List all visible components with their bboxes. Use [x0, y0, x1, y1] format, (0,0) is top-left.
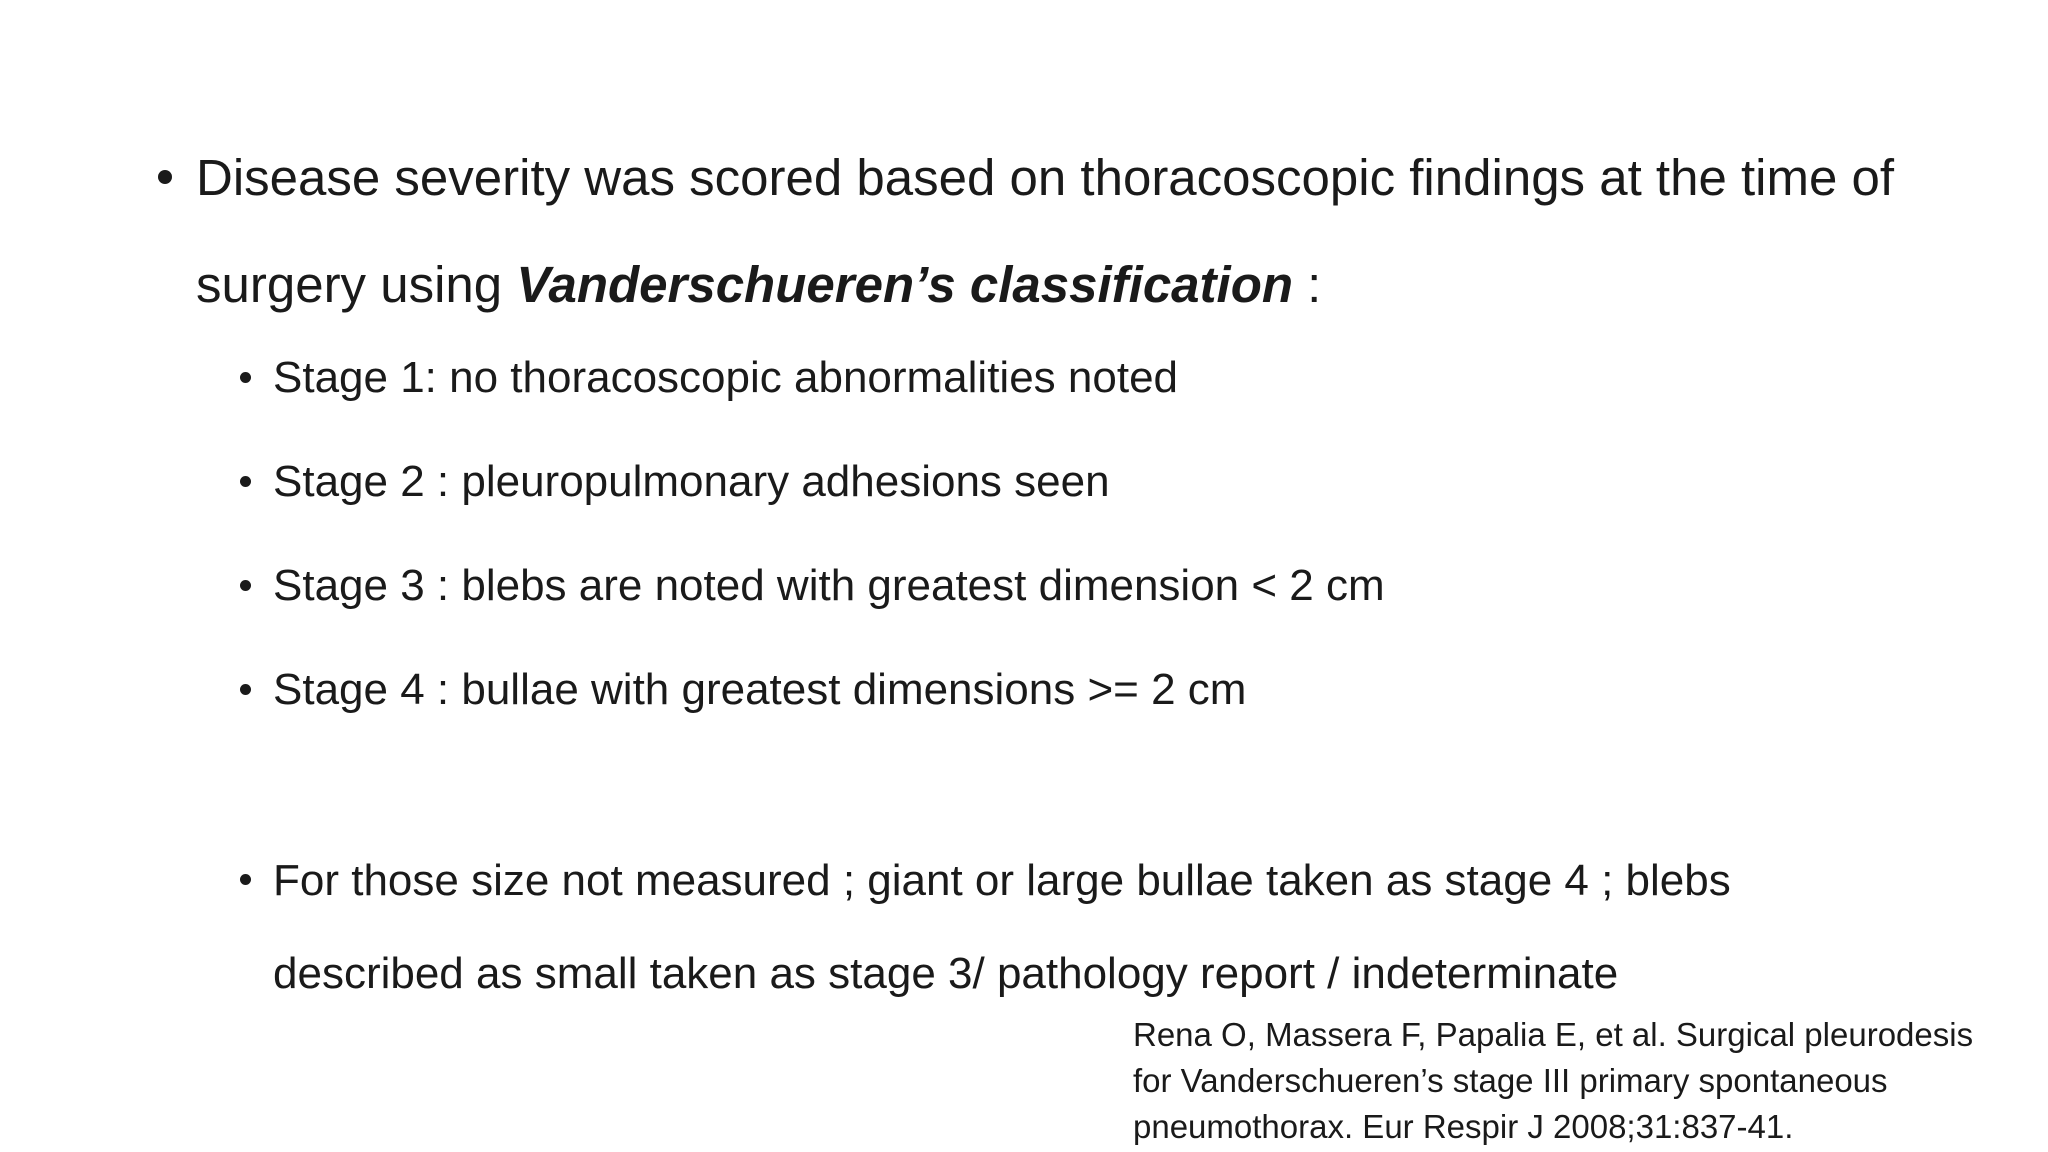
- bullet-dot-icon: [240, 476, 251, 487]
- citation-line: pneumothorax. Eur Respir J 2008;31:837-41.: [1133, 1108, 1794, 1145]
- note-text: For those size not measured ; giant or large bullae taken as stage 4 ; blebs described as small taken as stage 3/ pathology report / indeterminate: [273, 856, 1731, 998]
- main-bullet-text: [196, 124, 1900, 338]
- stage-item: [240, 558, 1840, 614]
- citation-line: for Vanderschueren’s stage III primary spontaneous: [1133, 1062, 1888, 1099]
- stage-item-text: Stage 3 : blebs are noted with greatest dimension < 2 cm: [273, 561, 1385, 610]
- stage-item-text: Stage 1: no thoracoscopic abnormalities noted: [273, 353, 1179, 402]
- citation: [1133, 1012, 2013, 1150]
- main-bullet-text-before: Disease severity was scored based on thoracoscopic findings at the time of surgery using: [196, 149, 1895, 313]
- stage-item: [240, 350, 1840, 406]
- main-bullet-text-after: :: [1293, 256, 1322, 313]
- bullet-dot-icon: [240, 372, 251, 383]
- stage-item-text: Stage 2 : pleuropulmonary adhesions seen: [273, 457, 1110, 506]
- bullet-dot-icon: [240, 580, 251, 591]
- stage-item: [240, 454, 1840, 510]
- stage-item: [240, 662, 1840, 718]
- bullet-dot-icon: [158, 170, 172, 184]
- main-bullet: [160, 124, 1900, 338]
- classification-emphasis: Vanderschueren’s classification: [516, 256, 1294, 313]
- bullet-dot-icon: [240, 874, 251, 885]
- bullet-dot-icon: [240, 684, 251, 695]
- citation-line: Rena O, Massera F, Papalia E, et al. Surgical pleurodesis: [1133, 1016, 1974, 1053]
- stage-item-text: Stage 4 : bullae with greatest dimensions >= 2 cm: [273, 665, 1247, 714]
- note-item: [240, 834, 1840, 1020]
